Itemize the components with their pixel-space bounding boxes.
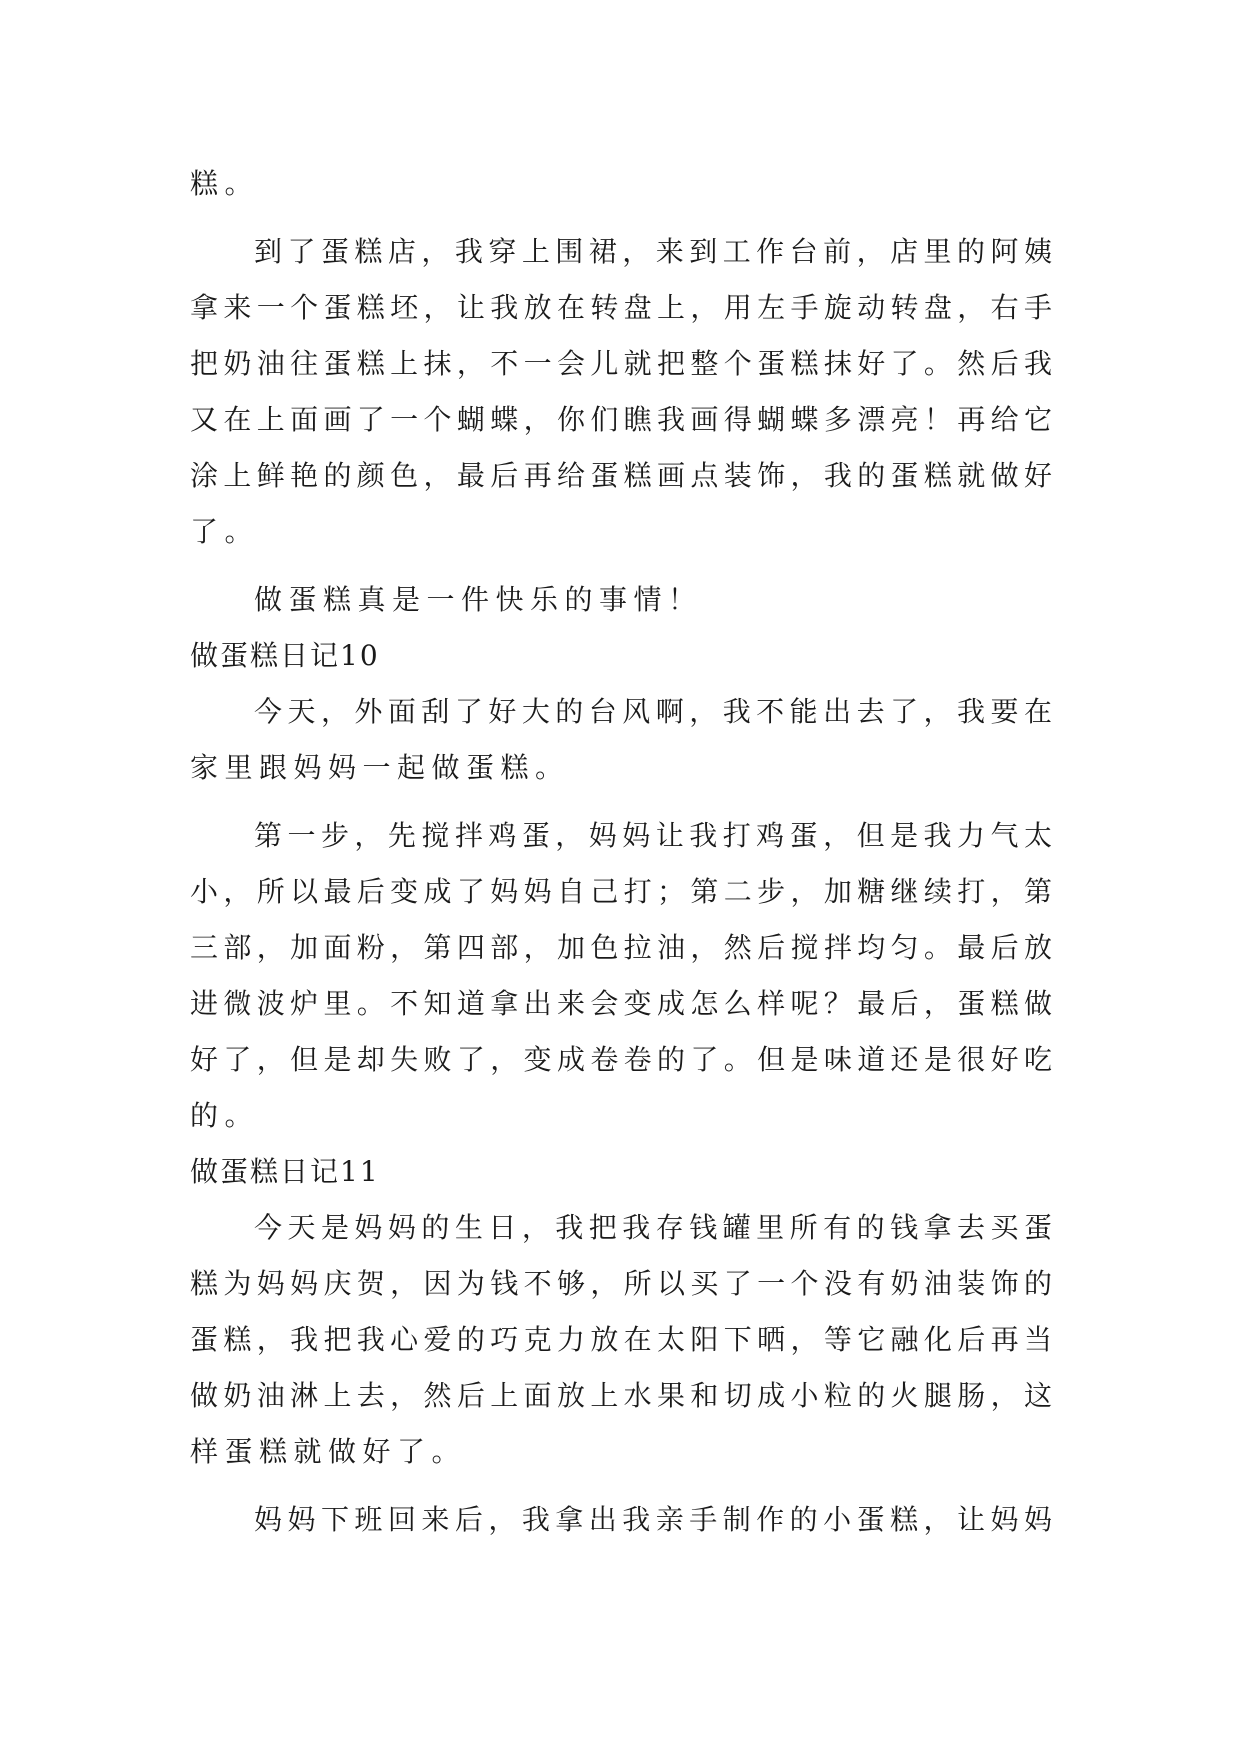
paragraph-line: 样蛋糕就做好了。 xyxy=(190,1435,467,1468)
paragraph-line: 糕为妈妈庆贺，因为钱不够，所以买了一个没有奶油装饰的 xyxy=(190,1267,1052,1300)
paragraph-line: 今天，外面刮了好大的台风啊，我不能出去了，我要在 xyxy=(254,695,1052,728)
paragraph-line: 好了，但是却失败了，变成卷卷的了。但是味道还是很好吃 xyxy=(190,1043,1052,1076)
paragraph-line: 做蛋糕真是一件快乐的事情！ xyxy=(254,583,703,616)
paragraph-line: 涂上鲜艳的颜色，最后再给蛋糕画点装饰，我的蛋糕就做好 xyxy=(190,459,1052,492)
paragraph-line: 的。 xyxy=(190,1099,260,1132)
paragraph-line: 糕。 xyxy=(190,167,260,200)
paragraph-line: 了。 xyxy=(190,515,260,548)
paragraph-line: 又在上面画了一个蝴蝶，你们瞧我画得蝴蝶多漂亮！再给它 xyxy=(190,403,1052,436)
paragraph-line: 把奶油往蛋糕上抹，不一会儿就把整个蛋糕抹好了。然后我 xyxy=(190,347,1052,380)
section-heading: 做蛋糕日记10 xyxy=(190,639,380,672)
paragraph-line: 第一步，先搅拌鸡蛋，妈妈让我打鸡蛋，但是我力气太 xyxy=(254,819,1052,852)
paragraph-line: 小，所以最后变成了妈妈自己打；第二步，加糖继续打，第 xyxy=(190,875,1052,908)
paragraph-line: 家里跟妈妈一起做蛋糕。 xyxy=(190,751,570,784)
paragraph-line: 进微波炉里。不知道拿出来会变成怎么样呢？最后，蛋糕做 xyxy=(190,987,1052,1020)
paragraph-line: 蛋糕，我把我心爱的巧克力放在太阳下晒，等它融化后再当 xyxy=(190,1323,1052,1356)
paragraph-line: 三部，加面粉，第四部，加色拉油，然后搅拌均匀。最后放 xyxy=(190,931,1052,964)
paragraph-line: 今天是妈妈的生日，我把我存钱罐里所有的钱拿去买蛋 xyxy=(254,1211,1052,1244)
paragraph-line: 妈妈下班回来后，我拿出我亲手制作的小蛋糕，让妈妈 xyxy=(254,1503,1052,1536)
document-body xyxy=(190,156,1052,1548)
paragraph-line: 做奶油淋上去，然后上面放上水果和切成小粒的火腿肠，这 xyxy=(190,1379,1052,1412)
paragraph-line: 到了蛋糕店，我穿上围裙，来到工作台前，店里的阿姨 xyxy=(254,235,1052,268)
paragraph-line: 拿来一个蛋糕坯，让我放在转盘上，用左手旋动转盘，右手 xyxy=(190,291,1052,324)
section-heading: 做蛋糕日记11 xyxy=(190,1155,380,1188)
